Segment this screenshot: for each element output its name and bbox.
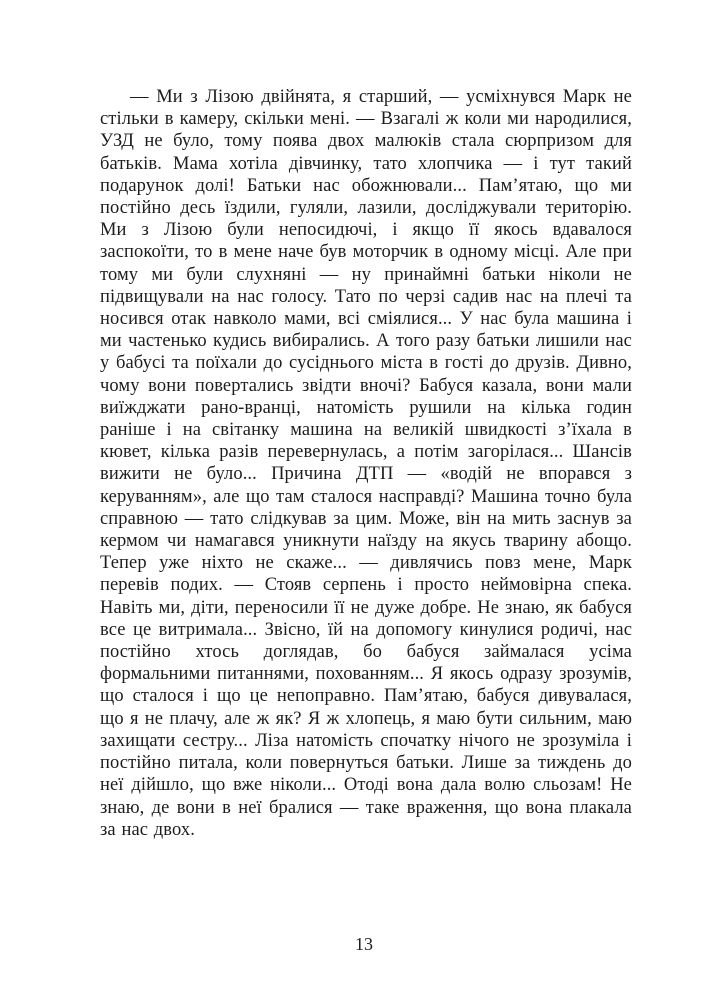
page-number: 13: [355, 934, 373, 954]
paragraph: — Ми з Лізою двійнята, я старший, — усміхнувся Марк не стільки в камеру, скільки мені. — Взагалі ж коли ми народилися, УЗД не було, тому поява двох малюків стала сюрпризом для батьків. Мама хотіла дівчинку, тато хлопчика — і тут такий подарунок долі! Батьки нас обожнювали... Пам’ятаю, що ми постійно десь їздили, гуляли, лазили, досліджували територію. Ми з Лізою були непосидючі, і якщо її якось вдавалося заспокоїти, то в мене наче був моторчик в одному місці. Але при тому ми були слухняні — ну принаймні батьки ніколи не підвищували на нас голосу. Тато по черзі садив нас на плечі та носився отак навколо мами, всі сміялися... У нас була машина і ми частенько кудись вибирались. А того разу батьки лишили нас у бабусі та поїхали до сусіднього міста в гості до друзів. Дивно, чому вони повертались звідти вночі? Бабуся казала, вони мали виїжджати рано-вранці, натомість рушили на кілька годин раніше і на світанку машина на великій швидкості з’їхала в кювет, кілька разів перевернулась, а потім загорілася... Шансів вижити не було... Причина ДТП — «водій не впорався з керуванням», але що там сталося насправді? Машина точно була справною — тато слідкував за цим. Може, він на мить заснув за кермом чи намагався уникнути наїзду на якусь тварину абощо. Тепер уже ніхто не скаже... — дивлячись повз мене, Марк перевів подих. — Стояв серпень і просто неймовірна спека. Навіть ми, діти, переносили її не дуже добре. Не знаю, як бабуся все це витримала... Звісно, їй на допомогу кинулися родичі, нас постійно хтось доглядав, бо бабуся займалася усіма формальними питаннями, похованням... Я якось одразу зрозумів, що сталося і що це непоправно. Пам’ятаю, бабуся дивувалася, що я не плачу, але ж як? Я ж хлопець, я маю бути сильним, маю захищати сестру... Ліза натомість спочатку нічого не зрозуміла і постійно питала, коли повернуться батьки. Лише за тиждень до неї дійшло, що вже ніколи... Отоді вона дала волю сльозам! Не знаю, де вони в неї бралися — таке враження, що вона плакала за нас двох.: [100, 87, 632, 840]
body-text-block: [100, 86, 632, 841]
